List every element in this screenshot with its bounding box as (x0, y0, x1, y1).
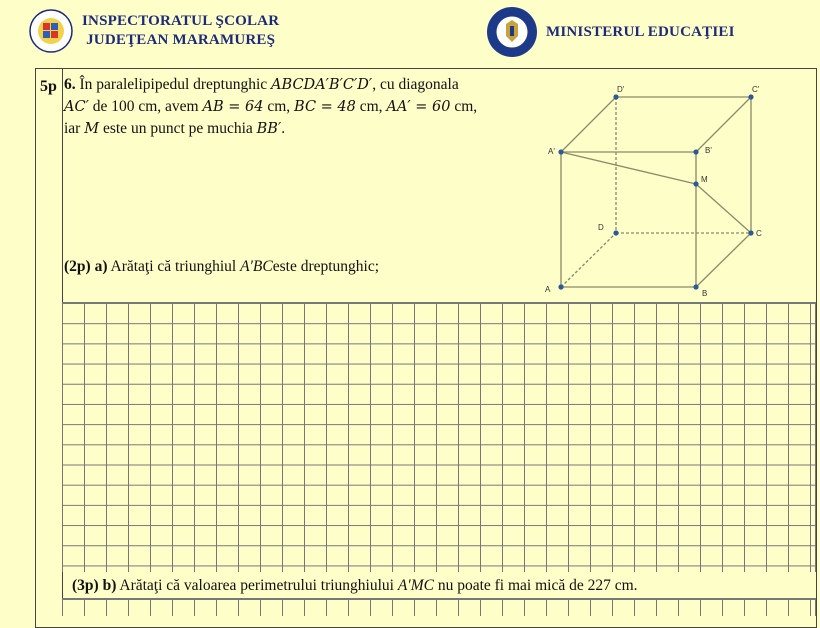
question-a: (2p) a) Arătaţi că triunghiul A′BCeste dreptunghic; (64, 258, 380, 275)
header-left-title-2: JUDEŢEAN MARAMUREŞ (86, 32, 276, 48)
label-D: D (598, 223, 604, 232)
problem-line-3: iar M este un punct pe muchia BB′. (64, 120, 286, 137)
label-B: B (702, 289, 708, 298)
problem-statement (64, 74, 534, 140)
point-B (693, 284, 698, 289)
header-right-title: MINISTERUL EDUCAŢIEI (546, 23, 735, 40)
label-B1: B' (705, 146, 712, 155)
cuboid-figure (540, 80, 770, 305)
label-A1: A' (548, 147, 555, 156)
problem-line-1: 6. În paralelipipedul dreptunghic ABCDA′B′C′D′, cu diagonala (64, 76, 459, 93)
label-C1: C' (752, 85, 760, 94)
point-D1 (613, 94, 618, 99)
header-right (486, 6, 735, 58)
point-C (748, 230, 753, 235)
point-A (558, 284, 563, 289)
government-logo (486, 6, 538, 58)
point-B1 (693, 149, 698, 154)
problem-number: 6. (64, 76, 76, 93)
isj-logo (28, 8, 74, 54)
point-A1 (558, 149, 563, 154)
point-C1 (748, 94, 753, 99)
label-D1: D' (617, 85, 625, 94)
problem-line-2: AC′ de 100 cm, avem AB = 64 cm, BC = 48 cm, AA′ = 60 cm, (64, 98, 478, 115)
header-left-title-1: INSPECTORATUL ŞCOLAR (82, 13, 280, 29)
label-M: M (701, 175, 708, 184)
answer-grid-a[interactable] (62, 302, 816, 572)
point-M (693, 181, 698, 186)
problem-score: 5p (40, 78, 57, 95)
point-D (613, 230, 618, 235)
label-A: A (545, 285, 551, 294)
answer-grid-b[interactable] (62, 598, 816, 616)
label-C: C (756, 229, 762, 238)
header-left (28, 8, 279, 54)
question-b: (3p) b) Arătaţi că valoarea perimetrului triunghiului A′MC nu poate fi mai mică de 227 cm. (72, 577, 638, 594)
